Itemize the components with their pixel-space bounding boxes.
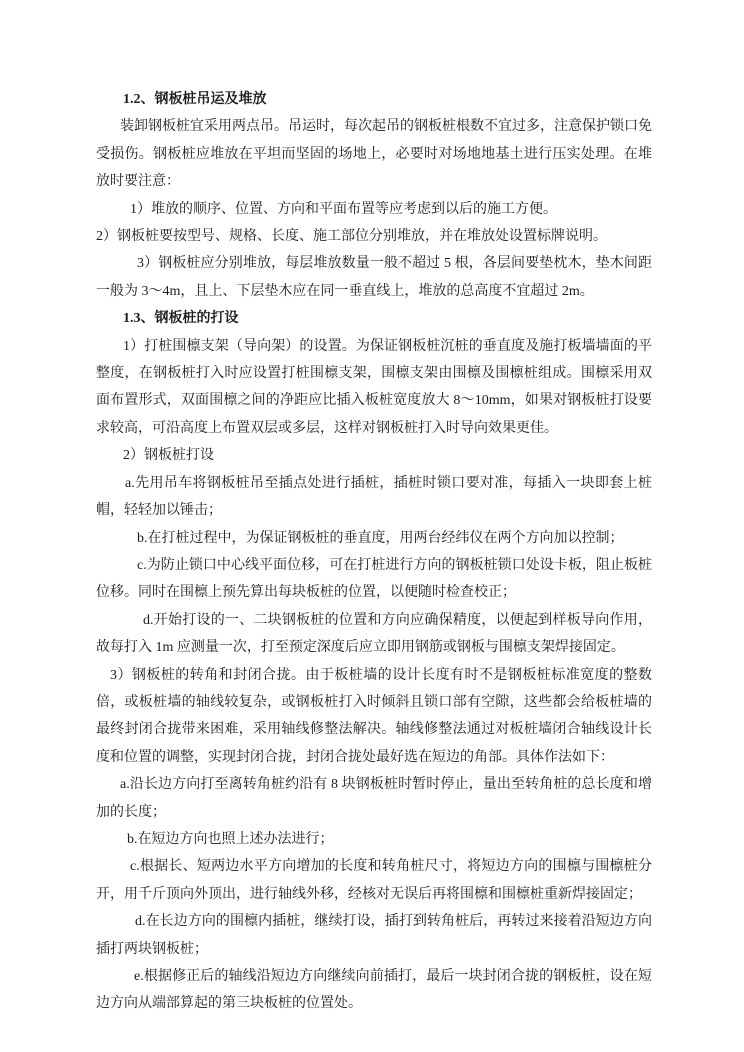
list-item-driving-2c: c.为防止锁口中心线平面位移，可在打桩进行方向的钢板桩锁口处设卡板，阻止板桩位移。同时在围檩上预先算出每块板桩的位置，以便随时检查校正； [96,557,652,601]
list-item-driving-2-title: 2）钢板桩打设 [123,448,214,464]
list-item-driving-1-waler: 1）打桩围檩支架（导向架）的设置。为保证钢板桩沉桩的垂直度及施打板墙墙面的平整度，在钢板桩打入时应设置打桩围檩支架，围檩支架由围檩及围檩桩组成。围檩采用双面布置形式，双面围檩之间的净距应比插入板桩宽度放大 8～10mm，如果对钢板桩打设要求较高，可沿高度上布置双层或多层，这样对钢板桩打入时导向效果更佳。 [96,338,652,436]
list-item-closure-b: b.在短边方向也照上述办法进行； [127,831,334,847]
section-heading-1-2: 1.2、钢板桩吊运及堆放 [123,92,267,107]
list-item-stacking-1: 1）堆放的顺序、位置、方向和平面布置等应考虑到以后的施工方便。 [130,201,557,217]
list-item-closure-e: e.根据修正后的轴线沿短边方向继续向前插打，最后一块封闭合拢的钢板桩，设在短边方向从端部算起的第三块板桩的位置处。 [96,969,652,1012]
list-item-stacking-3: 3）钢板桩应分别堆放，每层堆放数量一般不超过 5 根，各层间要垫枕木，垫木间距一般为 3～4m，且上、下层垫木应在同一垂直线上，堆放的总高度不宜超过 2m。 [96,256,652,299]
list-item-driving-3-closure: 3）钢板桩的转角和封闭合拢。由于板桩墙的设计长度有时不是钢板桩标准宽度的整数倍，或板桩墙的轴线较复杂，或钢板桩打入时倾斜且锁口部有空隙，这些都会给板桩墙的最终封闭合拢带来困难，采用轴线修整法解决。轴线修整法通过对板桩墙闭合轴线设计长度和位置的调整，实现封闭合拢，封闭合拢处最好选在短边的角部。具体作法如下： [96,667,652,765]
list-item-driving-2a: a.先用吊车将钢板桩吊至插点处进行插桩，插桩时锁口要对准，每插入一块即套上桩帽，轻轻加以锤击； [96,475,652,519]
section-heading-1-3: 1.3、钢板桩的打设 [123,311,239,327]
list-item-closure-c: c.根据长、短两边水平方向增加的长度和转角桩尺寸，将短边方向的围檩与围檩桩分开，用千斤顶向外顶出，进行轴线外移，经核对无误后再将围檩和围檩桩重新焊接固定； [96,859,652,902]
list-item-closure-a: a.沿长边方向打至离转角桩约沿有 8 块钢板桩时暂时停止，量出至转角桩的总长度和增加的长度； [96,777,652,820]
para-hoisting-stacking-intro: 装卸钢板桩宜采用两点吊。吊运时，每次起吊的钢板桩根数不宜过多，注意保护锁口免受损伤。钢板桩应堆放在平坦而坚固的场地上，必要时对场地地基土进行压实处理。在堆放时要注意： [96,119,652,190]
list-item-driving-2b: b.在打桩过程中，为保证钢板桩的垂直度，用两台经纬仪在两个方向加以控制； [137,530,624,546]
list-item-closure-d: d.在长边方向的围檩内插桩，继续打设，插打到转角桩后，再转过来接着沿短边方向插打两块钢板桩； [96,914,652,957]
document-body [96,86,652,1018]
list-item-stacking-2: 2）钢板桩要按型号、规格、长度、施工部位分别堆放，并在堆放处设置标牌说明。 [96,229,607,245]
list-item-driving-2d: d.开始打设的一、二块钢板桩的位置和方向应确保精度，以便起到样板导向作用，故每打入 1m 应测量一次，打至预定深度后应立即用钢筋或钢板与围檩支架焊接固定。 [96,612,652,656]
